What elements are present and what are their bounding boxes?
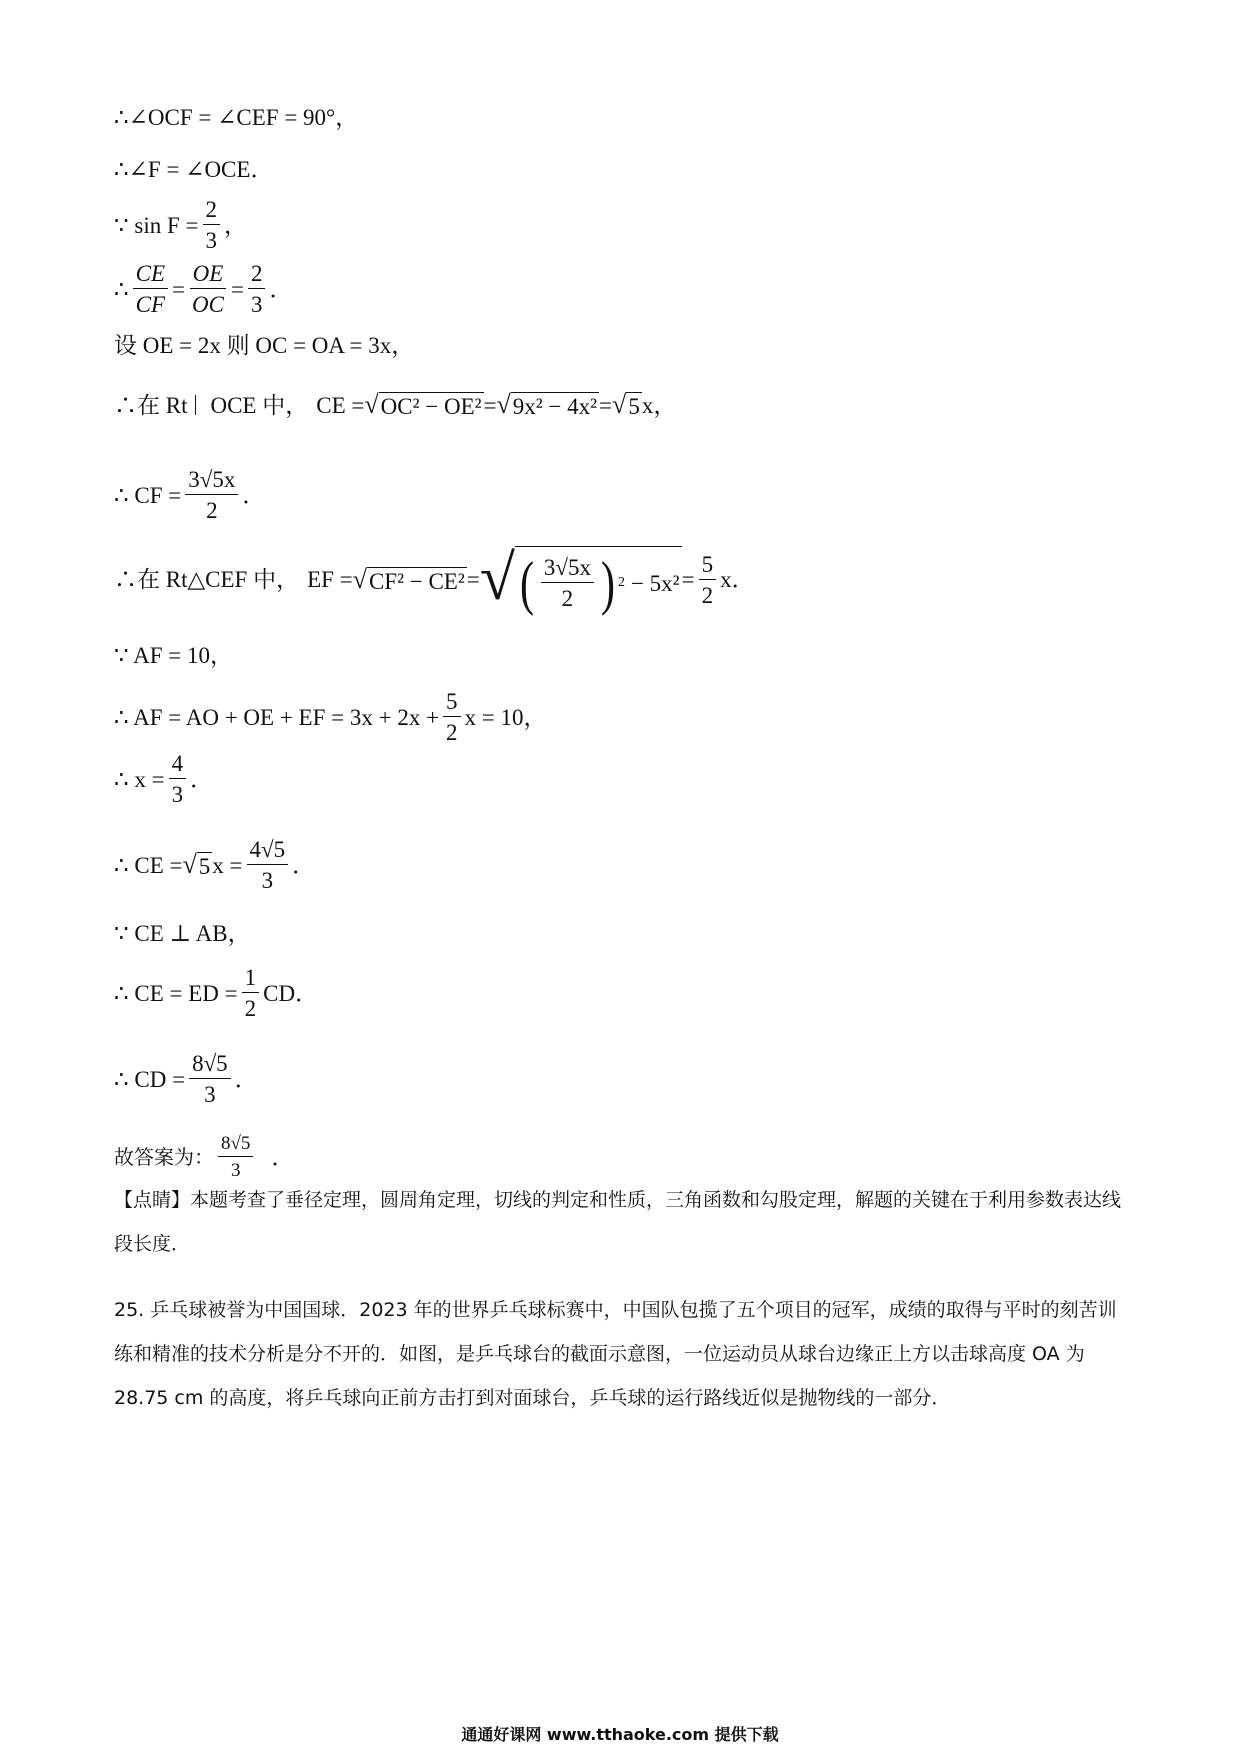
radical: √ CF² − CE² bbox=[352, 564, 465, 594]
step-angle-equal: ∴∠F = ∠OCE． bbox=[114, 157, 274, 182]
fraction: $\frac{2}{3}$ bbox=[248, 262, 266, 316]
step-ce-length: ∴在 Rt OCE 中， CE = √ OC² − OE² = √ 9x² − 4x² = √ 5 x， bbox=[114, 390, 677, 419]
step-sin-f: ∵ sin F = $\frac{2}{3}$ ， bbox=[114, 197, 247, 253]
step-let-oe: 设 OE = 2x 则 OC = OA = 3x， bbox=[114, 333, 415, 358]
fraction: 8√5 3 bbox=[218, 1134, 253, 1180]
fraction: $\frac{4}{3}$ bbox=[169, 752, 187, 806]
step-ce-value: ∴ CE = √ 5 x = $\frac{4√5}{3}$ ． bbox=[114, 837, 316, 893]
fraction: $\frac{5}{2}$ bbox=[443, 690, 461, 744]
radical: √ 5 bbox=[182, 850, 211, 879]
fraction: $\frac{5}{2}$ bbox=[699, 553, 717, 607]
big-radical: √ ( 3√5x 2 ) 2 − 5x² bbox=[479, 542, 680, 616]
fraction: $\frac{8√5}{3}$ bbox=[189, 1052, 231, 1106]
fraction: $\frac{1}{2}$ bbox=[242, 966, 260, 1020]
fraction: $\frac{2}{3}$ bbox=[203, 198, 221, 252]
question-25-text: 25. 乒乓球被誉为中国国球．2023 年的世界乒乓球标赛中，中国队包揽了五个项目的冠军，成绩的取得与平时的刻苦训练和精准的技术分析是分不开的．如图，是乒乓球台的截面示意图，一位运动员从球台边缘正上方以击球高度 OA 为 28.75 cm 的高度，将乒乓球向正前方击打到对面球台，乒乓球的运行路线近似是抛物线的一部分． bbox=[114, 1299, 1117, 1409]
step-ce-ed: ∴ CE = ED = $\frac{1}{2}$ CD． bbox=[114, 965, 319, 1021]
step-ratio: ∴ $\frac{CE}{CF}$ = $\frac{OE}{OC}$ = $\frac{2}{3}$ ． bbox=[114, 261, 293, 317]
fraction: $\frac{4√5}{3}$ bbox=[247, 838, 289, 892]
fraction: $\frac{OE}{OC}$ bbox=[189, 262, 227, 316]
comment-paragraph: 【点睛】本题考查了垂径定理，圆周角定理，切线的判定和性质，三角函数和勾股定理，解题的关键在于利用参数表达线段长度． bbox=[114, 1189, 1122, 1255]
triangle-glyph bbox=[195, 395, 210, 415]
fraction: $\frac{CE}{CF}$ bbox=[133, 262, 168, 316]
step-x-value: ∴ x = $\frac{4}{3}$ ． bbox=[114, 751, 214, 807]
fraction: 3√5x 2 bbox=[541, 556, 594, 610]
page-footer: 通通好课网 www.tthaoke.com 提供下载 bbox=[461, 1725, 779, 1744]
radical: √ 9x² − 4x² bbox=[496, 390, 598, 419]
step-angle-right: ∴∠OCF = ∠CEF = 90°， bbox=[114, 105, 359, 130]
step-ef-length: ∴在 Rt△CEF 中， EF = √ CF² − CE² = √ ( 3√5x 2 ) 2 − 5x² = $\frac{5}{2}$ x． bbox=[114, 542, 755, 616]
fraction: $\frac{3√5x}{2}$ bbox=[185, 468, 238, 522]
radical: √ OC² − OE² bbox=[364, 390, 482, 419]
step-af-given: ∵ AF = 10， bbox=[114, 643, 233, 668]
step-cd-value: ∴ CD = $\frac{8√5}{3}$ ． bbox=[114, 1051, 258, 1107]
step-cf-length: ∴ CF = $\frac{3√5x}{2}$ ． bbox=[114, 467, 266, 523]
radical: √ 5 bbox=[612, 390, 640, 419]
answer-line: 故答案为： 8√5 3 ． bbox=[114, 1133, 295, 1181]
step-perpendicular: ∵ CE ⊥ AB， bbox=[114, 921, 251, 946]
step-af-sum: ∴ AF = AO + OE + EF = 3x + 2x + $\frac{5}{2}$ x = 10， bbox=[114, 689, 547, 745]
